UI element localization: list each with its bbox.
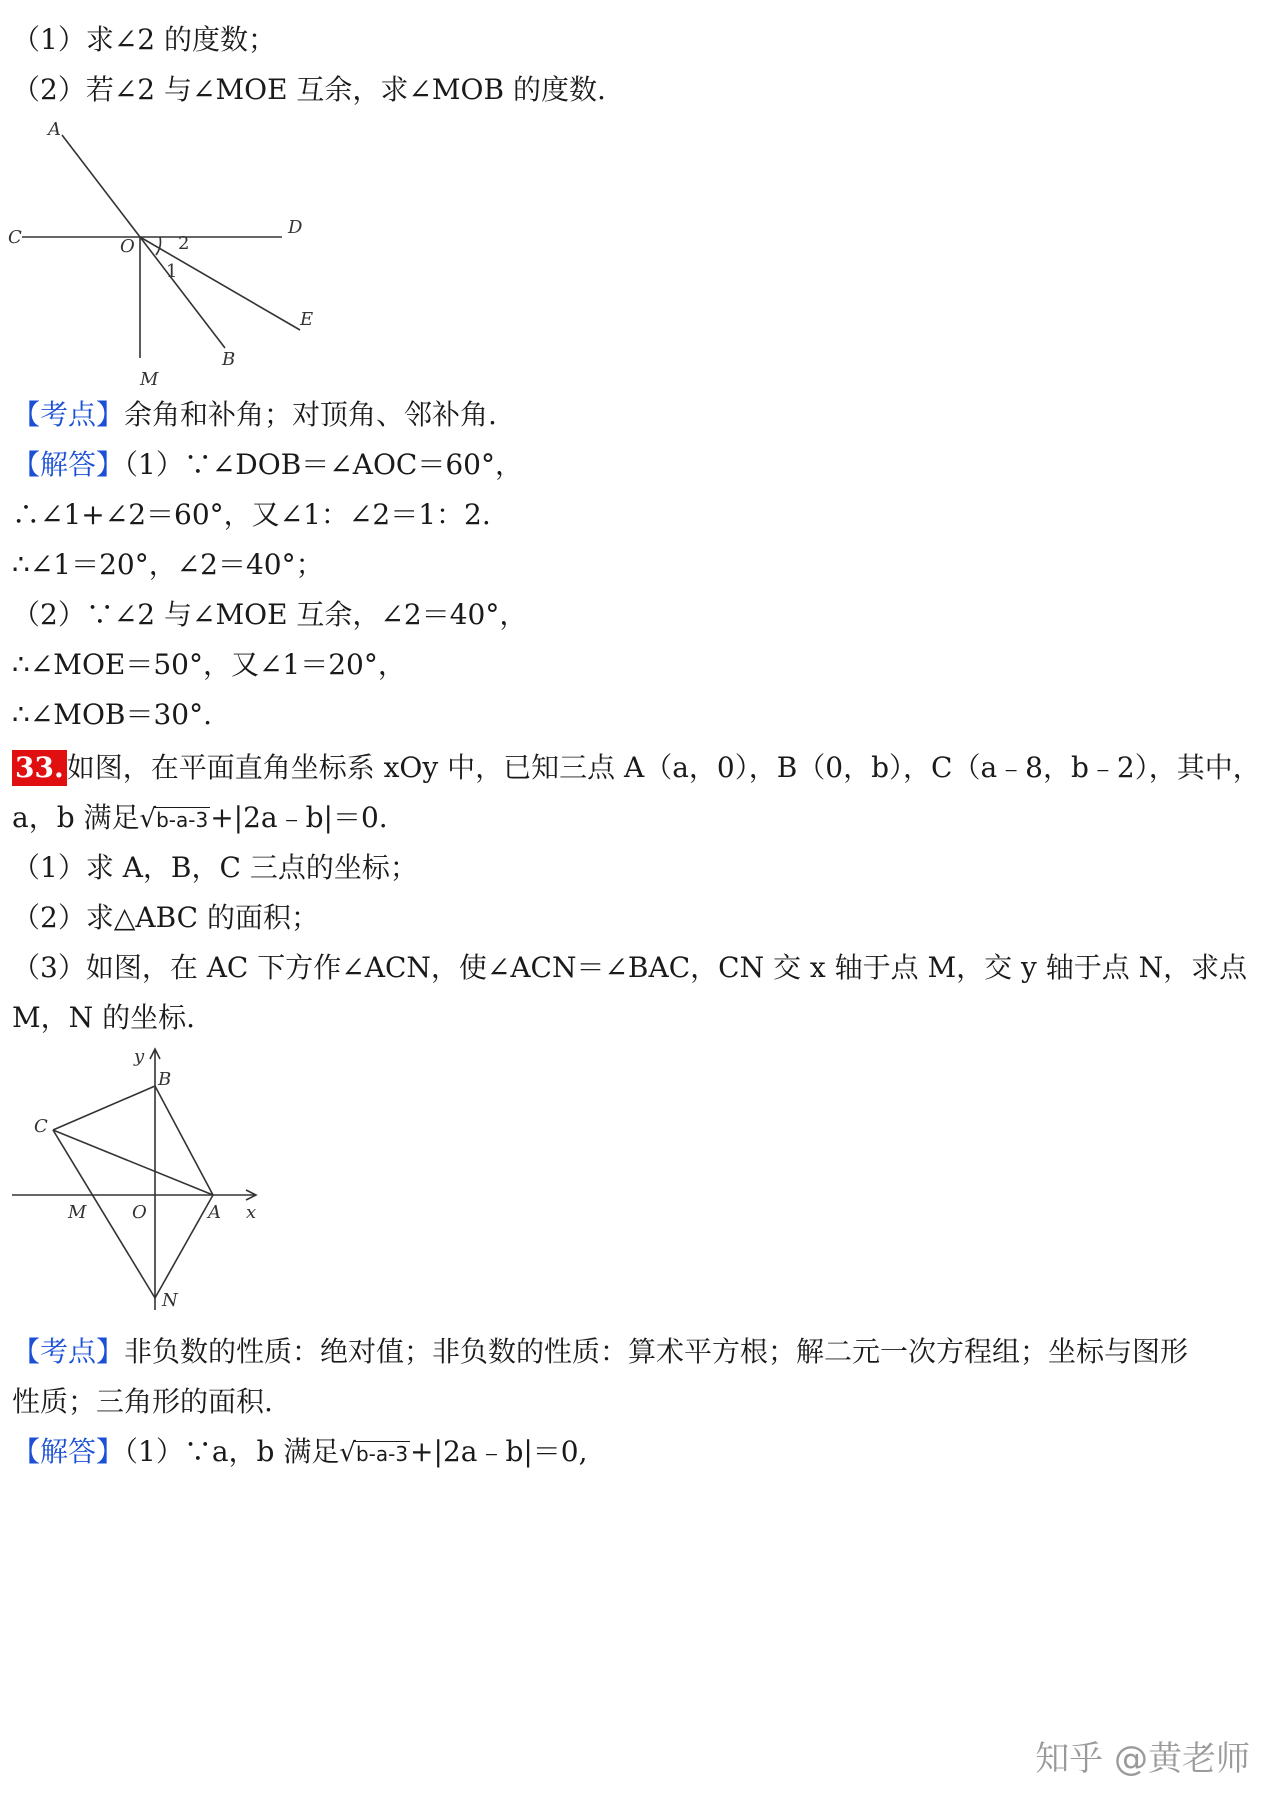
q32-part2: （2）若∠2 与∠MOE 互余，求∠MOB 的度数. [12,73,606,106]
label-c: C [8,227,22,248]
q33-stem-line1 [12,748,1268,788]
label-m: M [68,1202,87,1223]
q32-sol6: ∴∠MOB＝30°. [12,698,213,731]
label-o: O [120,236,135,257]
label-a: A [208,1202,221,1223]
q33-stem2-pre: a，b 满足 [12,801,140,834]
label-m: M [140,369,159,390]
q33-part2: （2）求△ABC 的面积； [12,901,319,934]
label-2: 2 [178,233,190,254]
q33-stem2-post: +|2a﹣b|＝0. [210,801,388,834]
q33-part1: （1）求 A，B，C 三点的坐标； [12,851,418,884]
kaodian-text: 非负数的性质：绝对值；非负数的性质：算术平方根；解二元一次方程组；坐标与图形 [124,1335,1189,1368]
kaodian-tag: 【考点】 [12,1335,125,1368]
radicand: b-a-3 [156,808,209,832]
q32-figure [0,115,314,390]
label-b: B [158,1069,172,1090]
label-a: A [48,119,61,140]
label-c: C [34,1116,48,1137]
q32-jieda [12,445,1268,485]
q32-sol5: ∴∠MOE＝50°，又∠1＝20°， [12,648,406,681]
label-e: E [300,309,314,330]
q32-part1: （1）求∠2 的度数； [12,23,276,56]
label-d: D [288,217,303,238]
segment-cb [53,1086,155,1130]
q32-sol4: （2）∵∠2 与∠MOE 互余，∠2＝40°， [12,598,528,631]
q33-figure [0,1040,280,1330]
segment-ba [155,1086,213,1195]
line-ao [62,135,140,237]
jieda-tag: 【解答】 [12,1435,125,1468]
label-y: y [134,1046,145,1067]
label-n: N [162,1290,178,1311]
sqrt-icon: √ [339,1438,356,1468]
question-number: 33. [12,750,67,786]
label-b: B [222,349,236,370]
q32-sol3: ∴∠1＝20°，∠2＝40°； [12,548,324,581]
q33-stem1: 如图，在平面直角坐标系 xOy 中，已知三点 A（a，0），B（0，b），C（a﹣8，b﹣2），其中， [66,751,1261,784]
q33-kaodian-cont: 性质；三角形的面积. [12,1385,273,1418]
radicand: b-a-3 [355,1442,409,1466]
kaodian-text: 余角和补角；对顶角、邻补角. [124,398,497,431]
kaodian-tag: 【考点】 [12,398,125,431]
label-1: 1 [166,261,178,282]
q32-kaodian [12,395,1268,435]
q33-sol1-post: +|2a﹣b|＝0, [410,1435,588,1468]
q33-kaodian [12,1332,1268,1372]
segment-an [155,1195,213,1298]
q33-jieda [12,1432,1268,1473]
segment-ca [53,1130,213,1195]
q33-part3b: M，N 的坐标. [12,1001,195,1034]
jieda-tag: 【解答】 [12,448,125,481]
q33-part3a: （3）如图，在 AC 下方作∠ACN，使∠ACN＝∠BAC，CN 交 x 轴于点 M，交 y 轴于点 N，求点 [12,951,1248,984]
q32-sol1: （1）∵∠DOB＝∠AOC＝60°， [124,448,523,481]
watermark: 知乎 @黄老师 [1035,1739,1250,1779]
label-x: x [246,1202,257,1223]
q33-sol1-pre: （1）∵a，b 满足 [124,1435,340,1468]
q33-stem-line2 [12,798,1268,839]
sqrt-icon: √ [139,804,157,834]
label-o: O [132,1202,147,1223]
q32-sol2: ∴∠1+∠2＝60°，又∠1：∠2＝1：2. [12,498,491,531]
ray-oe [140,237,300,330]
